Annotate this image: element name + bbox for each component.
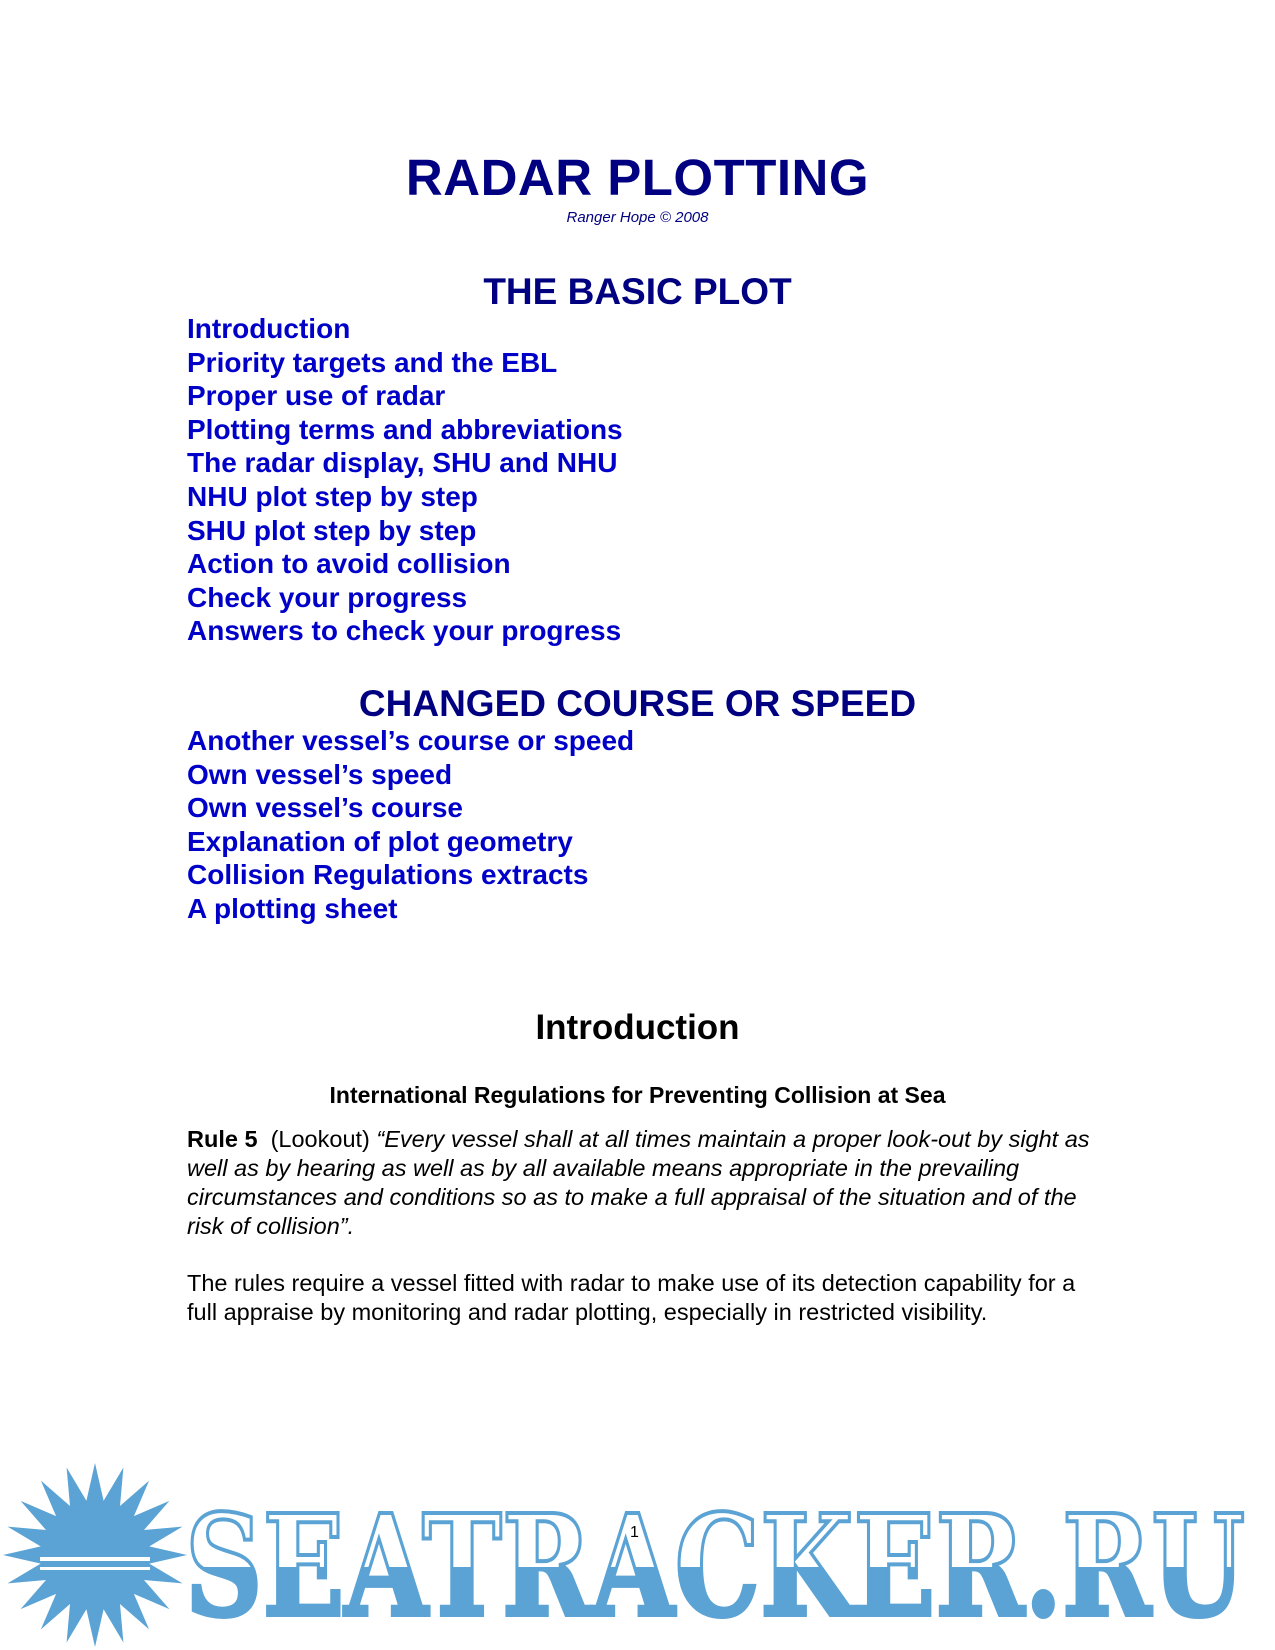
toc-link-own-course[interactable]: Own vessel’s course [187,792,463,824]
toc-link-plotting-terms[interactable]: Plotting terms and abbreviations [187,413,623,445]
toc-link-action-avoid[interactable]: Action to avoid collision [187,548,511,580]
section-heading-changed-course: CHANGED COURSE OR SPEED [358,683,917,724]
section-heading-basic-plot: THE BASIC PLOT [483,271,792,312]
toc-link-plotting-sheet[interactable]: A plotting sheet [187,892,398,924]
intro-heading: Introduction [535,1008,740,1047]
toc-link-shu-plot[interactable]: SHU plot step by step [187,514,477,546]
page-number: 1 [630,1524,639,1541]
toc-link-introduction[interactable]: Introduction [187,313,351,344]
intro-subheading: International Regulations for Preventing Collision at Sea [329,1082,946,1108]
intro-paragraph: The rules require a vessel fitted with radar to make use of its detection capability for a full appraise by monitoring and radar plotting, especially in restricted visibility. [187,1270,1076,1325]
toc-link-check-progress[interactable]: Check your progress [187,581,468,613]
toc-link-answers[interactable]: Answers to check your progress [187,615,622,647]
toc-link-proper-use[interactable]: Proper use of radar [187,380,446,412]
document-title: RADAR PLOTTING [405,149,870,206]
watermark-banner [0,1455,1275,1650]
toc-link-own-speed[interactable]: Own vessel’s speed [187,758,453,790]
rule-quote: “Every vessel shall at all times maintain a proper look-out by sight as well as by hearing as well as by all available means appropriate in the prevailing circumstances and conditions so as to make a full appraisal of the situation and of the risk of collision”. [187,1126,1090,1239]
toc-list-basic-plot [187,312,623,648]
toc-link-priority-targets[interactable]: Priority targets and the EBL [187,346,558,378]
toc-link-colregs[interactable]: Collision Regulations extracts [187,859,589,891]
rule-name: (Lookout) [270,1126,370,1152]
toc-link-plot-geometry[interactable]: Explanation of plot geometry [187,825,573,857]
author-byline: Ranger Hope © 2008 [566,209,709,226]
toc-list-changed-course [187,724,634,926]
rule-5-paragraph [187,1125,1097,1241]
toc-link-radar-display[interactable]: The radar display, SHU and NHU [187,447,618,479]
watermark-text: SEATRACKER.RU [185,1485,1245,1649]
toc-link-another-vessel[interactable]: Another vessel’s course or speed [187,725,635,756]
toc-link-nhu-plot[interactable]: NHU plot step by step [187,480,478,512]
rule-label: Rule 5 [187,1126,258,1152]
sun-icon [3,1463,187,1647]
